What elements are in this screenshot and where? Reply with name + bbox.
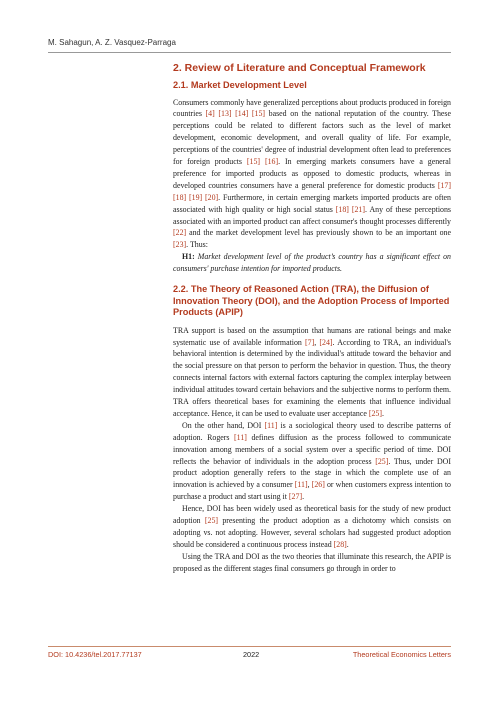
subsection-title-market-development: 2.1. Market Development Level — [173, 80, 307, 90]
hypothesis-label: H1: — [182, 252, 195, 262]
hypothesis-h1 — [173, 251, 451, 275]
footer-journal-name: Theoretical Economics Letters — [352, 650, 451, 659]
text-run: defines diffusion as the process followed to communicate innovation among members of a social system over a specific period of time. DOI reflects the behavior of individuals in the adoption process — [173, 432, 452, 466]
text-run: On the other hand, DOI — [182, 420, 265, 430]
text-run: and the market development level has previously shown to be an important one — [186, 228, 451, 238]
text-run: based on the national reputation of the country. These perceptions could be related to different factors such as the level of market development, economic development, and overall quality of life. For example, perceptions of the countries' degree of industrial development often lead to preferences for foreign products — [173, 109, 451, 167]
article-body — [173, 62, 451, 575]
citation-link[interactable]: [26] — [311, 480, 325, 490]
text-run: . — [382, 408, 384, 418]
citation-link[interactable]: [22] — [173, 228, 187, 238]
citation-link[interactable]: [28] — [333, 539, 347, 549]
text-run: . Furthermore, in certain emerging markets imported products are often associated with high quality or high social status — [173, 192, 451, 214]
page-footer — [48, 650, 451, 660]
citation-link[interactable]: [23] — [173, 240, 187, 250]
citation-link[interactable]: [15] [16] — [246, 157, 279, 167]
header-rule — [48, 52, 451, 53]
text-run: . — [346, 539, 349, 549]
text-run: . Thus: — [186, 240, 208, 250]
subsection-title-tra-doi-apip: 2.2. The Theory of Reasoned Action (TRA), the Diffusion of Innovation Theory (DOI), and the Adoption Process of Imported Products (APIP) — [173, 284, 450, 318]
text-run: . In emerging markets consumers have a general preference for imported products as opposed to domestic products, whereas in developed countries consumers have a general preference for domestic products — [173, 157, 451, 190]
citation-link[interactable]: [27] — [288, 492, 303, 502]
citation-link[interactable]: [11] — [294, 480, 308, 490]
paragraph-doi — [173, 420, 451, 503]
text-run: or when customers express intention to purchase a product and start using it — [173, 480, 451, 502]
citation-link[interactable]: [11] — [264, 420, 278, 430]
text-run: presenting the product adoption as a dichotomy which consists on adopting vs. not adopting. However, several scholars had suggested product adoption should be considered a continuous process instead — [173, 516, 451, 549]
citation-link[interactable]: [4] [13] [14] [15] — [205, 109, 266, 119]
citation-link[interactable]: [18] [21] — [335, 204, 365, 214]
text-run: Hence, DOI has been widely used as theoretical basis for the study of new product adoption — [173, 504, 451, 526]
citation-link[interactable]: [25] — [204, 516, 219, 526]
text-run: . Thus, under DOI product adoption generally refers to the stage in which the complete use of an innovation is achieved by a consumer — [173, 456, 451, 490]
footer-rule — [48, 646, 451, 647]
citation-link[interactable]: [17] [18] [19] [20] — [173, 180, 451, 202]
text-run: , — [307, 480, 312, 490]
running-header-authors: M. Sahagun, A. Z. Vasquez-Parraga — [48, 38, 176, 47]
text-run: Consumers commonly have generalized perceptions about products produced in foreign countries — [173, 97, 451, 119]
text-run: . According to TRA, an individual's behavioral intention is determined by the individual's attitude toward the behavior and the social pressure on that person to perform the behavior in question. Thus, the theory connects internal factors with external factors capturing the complex interplay between individual attitudes toward certain behaviors and the subjective norms to perform them. TRA offers theoretical bases for examining the elements that influence individual acceptance. Hence, it can be used to evaluate user acceptance — [173, 337, 451, 418]
text-run: , — [314, 337, 320, 347]
text-run: . Any of these perceptions associated with an imported product can affect consumer's thought processes differently — [173, 204, 451, 226]
paragraph-product-adoption — [173, 503, 451, 551]
text-run: Using the TRA and DOI as the two theories that illuminate this research, the APIP is proposed as the different stages final consumers go through in order to — [173, 551, 451, 573]
page-number: 2022 — [243, 650, 260, 659]
citation-link[interactable]: [24] — [319, 337, 333, 347]
text-run: . — [302, 492, 305, 502]
text-run: TRA support is based on the assumption that humans are rational beings and make systematic use of available information — [173, 325, 451, 347]
citation-link[interactable]: [7] — [305, 337, 315, 347]
footer-doi-link[interactable]: DOI: 10.4236/tel.2017.77137 — [48, 650, 142, 659]
section-title: 2. Review of Literature and Conceptual Framework — [173, 62, 426, 74]
paragraph-apip — [173, 551, 451, 575]
citation-link[interactable]: [25] — [375, 456, 389, 466]
paragraph-market-development — [173, 97, 451, 252]
text-run: is a sociological theory used to describe patterns of adoption. Rogers — [173, 420, 451, 442]
citation-link[interactable]: [11] — [234, 432, 247, 442]
citation-link[interactable]: [25] — [368, 408, 382, 418]
paragraph-tra — [173, 325, 451, 420]
hypothesis-text: Market development level of the product’s country has a significant effect on consumers' purchase intention for imported products. — [173, 252, 451, 274]
